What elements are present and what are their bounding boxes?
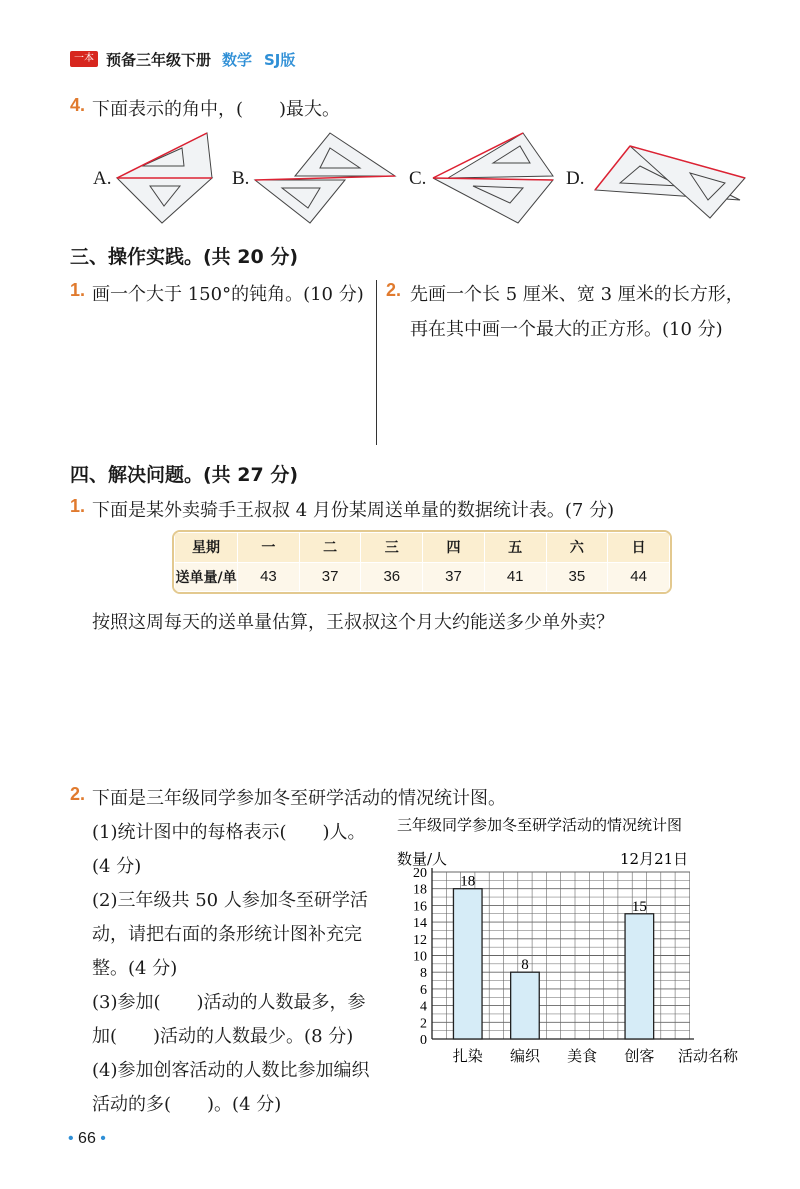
bar (625, 914, 654, 1039)
bar-value-label: 15 (631, 898, 647, 915)
option-d-label: D. (566, 168, 585, 189)
option-a-label: A. (93, 168, 112, 189)
question-number: 1. (70, 280, 86, 300)
question-number: 1. (70, 496, 86, 516)
book-title: 预备三年级下册 (106, 51, 212, 69)
column-divider (376, 280, 377, 445)
bar (511, 972, 540, 1039)
option-b-label: B. (232, 168, 250, 189)
y-tick-label: 18 (413, 882, 427, 898)
y-tick-label: 16 (413, 899, 427, 915)
sub-question-text: 动，请把右面的条形统计图补充完 (92, 924, 362, 945)
delivery-data-table (172, 530, 672, 594)
table-row-label: 送单量/单 (175, 562, 238, 592)
y-tick-label: 2 (420, 1016, 427, 1032)
subject-label: 数学 (222, 51, 253, 69)
y-tick-label: 14 (413, 916, 427, 932)
question-text: 再在其中画一个最大的正方形。(10 分) (410, 319, 723, 340)
category-label: 扎染 (452, 1047, 483, 1065)
sub-question-text: (4)参加创客活动的人数比参加编织 (92, 1060, 370, 1081)
table-header-cell: 日 (608, 533, 670, 563)
table-cell: 44 (608, 562, 670, 592)
x-axis-label: 活动名称 (678, 1047, 739, 1065)
table-header-cell: 一 (238, 533, 300, 563)
bar-value-label: 18 (460, 873, 476, 890)
angle-figure-d (590, 128, 750, 228)
angle-figure-c (428, 128, 558, 228)
y-tick-label: 12 (413, 932, 427, 948)
question-text: 画一个大于 150°的钝角。(10 分) (92, 284, 364, 305)
edition-label: SJ版 (264, 51, 296, 69)
question-text: 下面表示的角中，( )最大。 (92, 99, 341, 120)
activity-bar-chart (395, 812, 765, 1072)
sub-question-text: 活动的多( )。(4 分) (92, 1094, 282, 1115)
y-tick-label: 8 (420, 966, 427, 982)
y-tick-label: 6 (420, 982, 427, 998)
question-number: 2. (386, 280, 402, 300)
section-title: 三、操作实践。(共 20 分) (70, 246, 299, 268)
option-c-label: C. (409, 168, 427, 189)
table-cell: 43 (238, 562, 300, 592)
table-cell: 35 (546, 562, 608, 592)
question-text: 先画一个长 5 厘米、宽 3 厘米的长方形， (410, 284, 744, 305)
sub-question-text: (1)统计图中的每格表示( )人。 (92, 822, 366, 843)
y-tick-label: 0 (420, 1033, 427, 1048)
category-label: 美食 (567, 1047, 598, 1065)
question-text: 按照这周每天的送单量估算，王叔叔这个月大约能送多少单外卖？ (92, 612, 614, 633)
table-cell: 37 (299, 562, 361, 592)
sub-question-text: (3)参加( )活动的人数最多，参 (92, 992, 366, 1013)
angle-figure-a (112, 128, 222, 228)
question-text: 下面是三年级同学参加冬至研学活动的情况统计图。 (92, 788, 506, 809)
y-tick-label: 10 (413, 949, 427, 965)
table-header-cell: 星期 (175, 533, 238, 563)
angle-figure-b (250, 128, 400, 228)
table-header-cell: 五 (484, 533, 546, 563)
table-header-cell: 二 (299, 533, 361, 563)
sub-question-text: 加( )活动的人数最少。(8 分) (92, 1026, 354, 1047)
table-header-cell: 三 (361, 533, 423, 563)
table-header-cell: 六 (546, 533, 608, 563)
chart-title: 三年级同学参加冬至研学活动的情况统计图 (397, 816, 683, 834)
table-cell: 36 (361, 562, 423, 592)
y-axis-label: 数量/人 (397, 850, 448, 868)
chart-date-note: 12月21日 (620, 850, 689, 868)
y-tick-label: 20 (413, 866, 427, 881)
brand-logo: 一本 (70, 51, 98, 67)
category-label: 创客 (624, 1047, 655, 1065)
question-text: 下面是某外卖骑手王叔叔 4 月份某周送单量的数据统计表。(7 分) (92, 500, 615, 521)
sub-question-text: 整。(4 分) (92, 958, 178, 979)
table-cell: 37 (423, 562, 485, 592)
section-title: 四、解决问题。(共 27 分) (70, 464, 299, 486)
table-header-cell: 四 (423, 533, 485, 563)
y-tick-label: 4 (420, 999, 427, 1015)
page-number: • 66 • (68, 1130, 106, 1147)
table-cell: 41 (484, 562, 546, 592)
question-number: 2. (70, 784, 86, 804)
sub-question-text: (2)三年级共 50 人参加冬至研学活 (92, 890, 368, 911)
bar-value-label: 8 (521, 957, 529, 974)
sub-question-text: (4 分) (92, 856, 142, 877)
category-label: 编织 (509, 1047, 540, 1065)
bar (453, 889, 482, 1039)
question-number: 4. (70, 95, 86, 115)
